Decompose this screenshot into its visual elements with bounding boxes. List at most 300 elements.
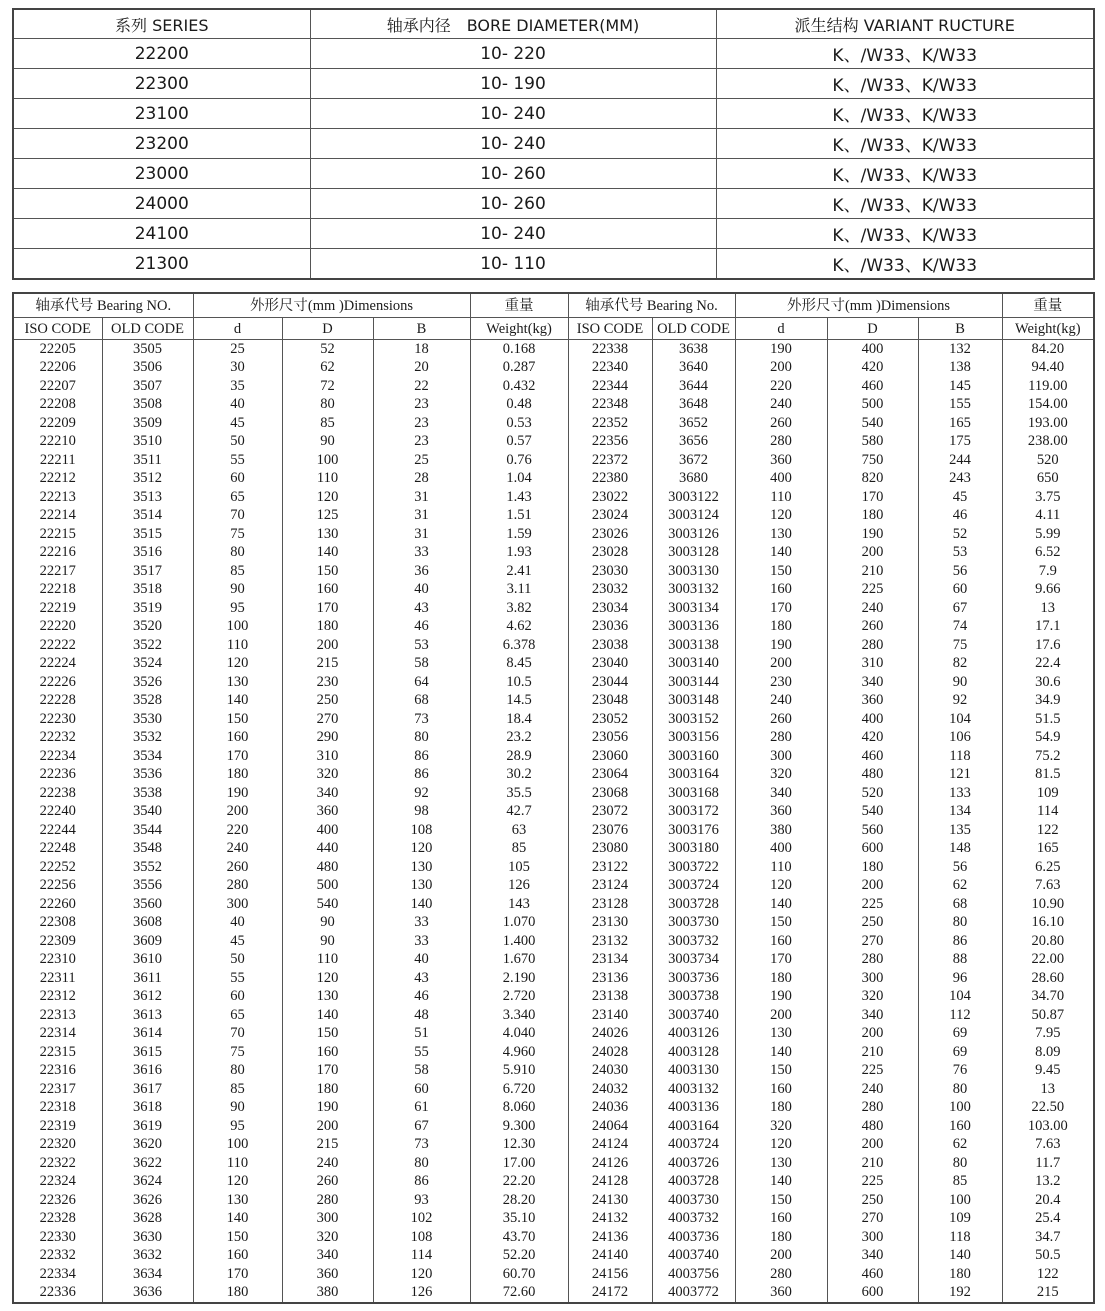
old-code-cell: 3003144 — [652, 673, 735, 692]
d-cell: 40 — [193, 914, 282, 933]
variant-cell: K、/W33、K/W33 — [716, 249, 1094, 280]
b-cell: 62 — [918, 877, 1002, 896]
b-cell: 155 — [918, 396, 1002, 415]
bearing-row — [13, 673, 1094, 692]
weight-cell: 6.720 — [470, 1080, 568, 1099]
big-d-cell: 200 — [282, 1117, 373, 1136]
old-code-cell: 3003132 — [652, 581, 735, 600]
old-code-cell: 3003168 — [652, 784, 735, 803]
b-cell: 60 — [918, 581, 1002, 600]
iso-code-cell: 22207 — [13, 377, 102, 396]
d-cell: 160 — [735, 581, 827, 600]
big-d-cell: 280 — [827, 1099, 918, 1118]
big-d-cell: 225 — [827, 895, 918, 914]
d-cell: 130 — [193, 1191, 282, 1210]
b-cell: 40 — [373, 581, 470, 600]
old-code-cell: 3534 — [102, 747, 193, 766]
weight-cell: 4.960 — [470, 1043, 568, 1062]
old-code-cell: 3003126 — [652, 525, 735, 544]
big-d-cell: 170 — [282, 1062, 373, 1081]
b-cell: 118 — [918, 1228, 1002, 1247]
old-code-header: OLD CODE — [102, 318, 193, 340]
old-code-cell: 3526 — [102, 673, 193, 692]
b-cell: 22 — [373, 377, 470, 396]
old-code-cell: 3640 — [652, 359, 735, 378]
b-cell: 102 — [373, 1210, 470, 1229]
b-cell: 46 — [918, 507, 1002, 526]
old-code-cell: 3530 — [102, 710, 193, 729]
d-cell: 130 — [735, 1025, 827, 1044]
bearing-row — [13, 895, 1094, 914]
d-cell: 240 — [735, 692, 827, 711]
iso-code-cell: 22326 — [13, 1191, 102, 1210]
variant-cell: K、/W33、K/W33 — [716, 189, 1094, 219]
old-code-cell: 3003138 — [652, 636, 735, 655]
bearing-row — [13, 581, 1094, 600]
d-cell: 150 — [193, 1228, 282, 1247]
big-d-cell: 200 — [282, 636, 373, 655]
iso-code-cell: 24064 — [568, 1117, 652, 1136]
iso-code-cell: 22248 — [13, 840, 102, 859]
weight-cell: 11.7 — [1002, 1154, 1094, 1173]
big-d-cell: 270 — [827, 932, 918, 951]
bore-range-cell: 10- 240 — [310, 219, 716, 249]
iso-code-cell: 23138 — [568, 988, 652, 1007]
big-d-cell: 180 — [827, 507, 918, 526]
big-d-cell: 300 — [282, 1210, 373, 1229]
b-cell: 192 — [918, 1284, 1002, 1304]
d-cell: 120 — [735, 877, 827, 896]
old-code-cell: 3632 — [102, 1247, 193, 1266]
weight-cell: 0.48 — [470, 396, 568, 415]
series-row — [13, 39, 1094, 69]
b-cell: 43 — [373, 969, 470, 988]
d-cell: 75 — [193, 525, 282, 544]
iso-code-cell: 22324 — [13, 1173, 102, 1192]
bearing-row — [13, 599, 1094, 618]
iso-code-cell: 22314 — [13, 1025, 102, 1044]
iso-code-cell: 23080 — [568, 840, 652, 859]
bearing-row — [13, 1228, 1094, 1247]
iso-code-cell: 23056 — [568, 729, 652, 748]
d-cell: 240 — [193, 840, 282, 859]
big-d-cell: 100 — [282, 451, 373, 470]
big-d-header: D — [282, 318, 373, 340]
weight-cell: 0.287 — [470, 359, 568, 378]
old-code-cell: 3609 — [102, 932, 193, 951]
b-cell: 130 — [373, 877, 470, 896]
weight-cell: 165 — [1002, 840, 1094, 859]
iso-code-cell: 23024 — [568, 507, 652, 526]
b-cell: 165 — [918, 414, 1002, 433]
weight-cell: 52.20 — [470, 1247, 568, 1266]
d-cell: 110 — [735, 858, 827, 877]
d-cell: 70 — [193, 1025, 282, 1044]
d-header: d — [735, 318, 827, 340]
series-row — [13, 249, 1094, 280]
b-cell: 98 — [373, 803, 470, 822]
variant-cell: K、/W33、K/W33 — [716, 39, 1094, 69]
bearing-row — [13, 932, 1094, 951]
big-d-cell: 280 — [282, 1191, 373, 1210]
d-cell: 200 — [735, 1006, 827, 1025]
iso-code-cell: 23128 — [568, 895, 652, 914]
weight-cell: 30.2 — [470, 766, 568, 785]
big-d-cell: 250 — [282, 692, 373, 711]
big-d-cell: 200 — [827, 877, 918, 896]
iso-code-cell: 22220 — [13, 618, 102, 637]
weight-cell: 43.70 — [470, 1228, 568, 1247]
old-code-cell: 3513 — [102, 488, 193, 507]
old-code-cell: 3622 — [102, 1154, 193, 1173]
iso-code-cell: 22352 — [568, 414, 652, 433]
d-header: d — [193, 318, 282, 340]
weight-cell: 63 — [470, 821, 568, 840]
iso-code-cell: 22210 — [13, 433, 102, 452]
old-code-cell: 3638 — [652, 340, 735, 359]
d-cell: 100 — [193, 618, 282, 637]
weight-cell: 20.80 — [1002, 932, 1094, 951]
b-cell: 67 — [918, 599, 1002, 618]
b-cell: 31 — [373, 507, 470, 526]
bearing-row — [13, 1247, 1094, 1266]
d-cell: 230 — [735, 673, 827, 692]
d-cell: 120 — [193, 655, 282, 674]
weight-cell: 72.60 — [470, 1284, 568, 1304]
bearing-header-row-top — [13, 293, 1094, 318]
d-cell: 180 — [735, 618, 827, 637]
d-cell: 190 — [735, 988, 827, 1007]
b-cell: 140 — [918, 1247, 1002, 1266]
d-cell: 65 — [193, 488, 282, 507]
bearing-row — [13, 377, 1094, 396]
old-code-cell: 3511 — [102, 451, 193, 470]
d-cell: 150 — [735, 1062, 827, 1081]
big-d-cell: 160 — [282, 581, 373, 600]
bearing-row — [13, 544, 1094, 563]
big-d-cell: 280 — [827, 636, 918, 655]
old-code-cell: 3003728 — [652, 895, 735, 914]
big-d-cell: 120 — [282, 488, 373, 507]
big-d-cell: 750 — [827, 451, 918, 470]
old-code-cell: 3518 — [102, 581, 193, 600]
weight-cell: 3.11 — [470, 581, 568, 600]
big-d-cell: 460 — [827, 377, 918, 396]
weight-cell: 35.5 — [470, 784, 568, 803]
b-cell: 46 — [373, 988, 470, 1007]
big-d-cell: 600 — [827, 840, 918, 859]
big-d-cell: 540 — [282, 895, 373, 914]
big-d-cell: 140 — [282, 544, 373, 563]
iso-code-cell: 22211 — [13, 451, 102, 470]
big-d-cell: 400 — [827, 710, 918, 729]
iso-code-cell: 23030 — [568, 562, 652, 581]
iso-code-cell: 22380 — [568, 470, 652, 489]
old-code-cell: 3505 — [102, 340, 193, 359]
old-code-cell: 4003136 — [652, 1099, 735, 1118]
weight-cell: 50.5 — [1002, 1247, 1094, 1266]
b-cell: 140 — [373, 895, 470, 914]
bearing-row — [13, 359, 1094, 378]
d-cell: 60 — [193, 470, 282, 489]
b-cell: 85 — [918, 1173, 1002, 1192]
weight-cell: 8.45 — [470, 655, 568, 674]
big-d-cell: 200 — [827, 544, 918, 563]
old-code-cell: 3620 — [102, 1136, 193, 1155]
weight-cell: 18.4 — [470, 710, 568, 729]
b-cell: 25 — [373, 451, 470, 470]
old-code-cell: 3003172 — [652, 803, 735, 822]
big-d-cell: 160 — [282, 1043, 373, 1062]
bore-range-cell: 10- 260 — [310, 159, 716, 189]
weight-cell: 51.5 — [1002, 710, 1094, 729]
d-cell: 80 — [193, 544, 282, 563]
bearing-row — [13, 470, 1094, 489]
weight-cell: 4.040 — [470, 1025, 568, 1044]
old-code-cell: 3536 — [102, 766, 193, 785]
bearing-row — [13, 1265, 1094, 1284]
d-cell: 220 — [193, 821, 282, 840]
b-cell: 36 — [373, 562, 470, 581]
weight-cell: 28.9 — [470, 747, 568, 766]
big-d-cell: 250 — [827, 1191, 918, 1210]
weight-cell: 94.40 — [1002, 359, 1094, 378]
big-d-cell: 180 — [827, 858, 918, 877]
b-cell: 20 — [373, 359, 470, 378]
old-code-cell: 3517 — [102, 562, 193, 581]
big-d-cell: 80 — [282, 396, 373, 415]
old-code-cell: 3610 — [102, 951, 193, 970]
d-cell: 170 — [193, 747, 282, 766]
bearing-row — [13, 655, 1094, 674]
d-cell: 90 — [193, 1099, 282, 1118]
old-code-cell: 4003726 — [652, 1154, 735, 1173]
bearing-row — [13, 507, 1094, 526]
b-cell: 126 — [373, 1284, 470, 1304]
d-cell: 75 — [193, 1043, 282, 1062]
weight-cell: 2.720 — [470, 988, 568, 1007]
old-code-cell: 4003724 — [652, 1136, 735, 1155]
big-d-cell: 480 — [827, 766, 918, 785]
b-cell: 60 — [373, 1080, 470, 1099]
weight-cell: 105 — [470, 858, 568, 877]
variant-cell: K、/W33、K/W33 — [716, 129, 1094, 159]
big-d-cell: 225 — [827, 581, 918, 600]
weight-cell: 2.190 — [470, 969, 568, 988]
weight-cell: 13.2 — [1002, 1173, 1094, 1192]
d-cell: 340 — [735, 784, 827, 803]
big-d-cell: 360 — [282, 1265, 373, 1284]
old-code-cell: 3538 — [102, 784, 193, 803]
iso-code-cell: 22228 — [13, 692, 102, 711]
weight-cell: 114 — [1002, 803, 1094, 822]
d-cell: 25 — [193, 340, 282, 359]
b-cell: 68 — [373, 692, 470, 711]
iso-code-cell: 24140 — [568, 1247, 652, 1266]
weight-cell: 8.09 — [1002, 1043, 1094, 1062]
big-d-cell: 215 — [282, 655, 373, 674]
big-d-cell: 125 — [282, 507, 373, 526]
iso-code-cell: 23072 — [568, 803, 652, 822]
d-cell: 140 — [735, 1173, 827, 1192]
d-cell: 180 — [193, 1284, 282, 1304]
iso-code-cell: 22313 — [13, 1006, 102, 1025]
weight-cell: 7.63 — [1002, 877, 1094, 896]
iso-code-cell: 22338 — [568, 340, 652, 359]
dimensions-header-right: 外形尺寸(mm )Dimensions — [735, 293, 1002, 318]
b-cell: 100 — [918, 1191, 1002, 1210]
iso-code-cell: 22317 — [13, 1080, 102, 1099]
b-cell: 104 — [918, 710, 1002, 729]
big-d-cell: 72 — [282, 377, 373, 396]
big-d-cell: 480 — [827, 1117, 918, 1136]
b-cell: 145 — [918, 377, 1002, 396]
old-code-cell: 4003126 — [652, 1025, 735, 1044]
b-cell: 61 — [373, 1099, 470, 1118]
b-cell: 52 — [918, 525, 1002, 544]
big-d-cell: 215 — [282, 1136, 373, 1155]
iso-code-cell: 24124 — [568, 1136, 652, 1155]
iso-code-cell: 23044 — [568, 673, 652, 692]
weight-cell: 1.51 — [470, 507, 568, 526]
series-code-cell: 21300 — [13, 249, 310, 280]
bearing-row — [13, 488, 1094, 507]
series-row — [13, 219, 1094, 249]
old-code-cell: 3003722 — [652, 858, 735, 877]
old-code-cell: 3003152 — [652, 710, 735, 729]
big-d-cell: 190 — [827, 525, 918, 544]
b-cell: 80 — [918, 914, 1002, 933]
weight-cell: 1.670 — [470, 951, 568, 970]
iso-code-cell: 22222 — [13, 636, 102, 655]
d-cell: 190 — [735, 340, 827, 359]
old-code-cell: 3003160 — [652, 747, 735, 766]
old-code-cell: 3510 — [102, 433, 193, 452]
weight-cell: 20.4 — [1002, 1191, 1094, 1210]
iso-code-cell: 23026 — [568, 525, 652, 544]
d-cell: 120 — [735, 507, 827, 526]
weight-cell: 60.70 — [470, 1265, 568, 1284]
d-cell: 150 — [735, 914, 827, 933]
iso-code-cell: 22219 — [13, 599, 102, 618]
b-cell: 69 — [918, 1025, 1002, 1044]
b-cell: 74 — [918, 618, 1002, 637]
bearing-row — [13, 618, 1094, 637]
old-code-cell: 3656 — [652, 433, 735, 452]
series-code-cell: 24100 — [13, 219, 310, 249]
b-cell: 175 — [918, 433, 1002, 452]
old-code-cell: 3003732 — [652, 932, 735, 951]
iso-code-cell: 23028 — [568, 544, 652, 563]
old-code-cell: 3540 — [102, 803, 193, 822]
iso-code-cell: 22348 — [568, 396, 652, 415]
old-code-cell: 3003128 — [652, 544, 735, 563]
iso-code-cell: 22218 — [13, 581, 102, 600]
series-row — [13, 69, 1094, 99]
old-code-cell: 4003130 — [652, 1062, 735, 1081]
iso-code-cell: 22310 — [13, 951, 102, 970]
iso-code-cell: 22244 — [13, 821, 102, 840]
d-cell: 130 — [193, 673, 282, 692]
weight-header-left: 重量 — [470, 293, 568, 318]
d-cell: 180 — [735, 1228, 827, 1247]
iso-code-cell: 22308 — [13, 914, 102, 933]
iso-code-cell: 23036 — [568, 618, 652, 637]
d-cell: 280 — [735, 1265, 827, 1284]
b-cell: 243 — [918, 470, 1002, 489]
bearing-row — [13, 562, 1094, 581]
d-cell: 60 — [193, 988, 282, 1007]
b-cell: 23 — [373, 414, 470, 433]
iso-code-cell: 22334 — [13, 1265, 102, 1284]
series-row — [13, 159, 1094, 189]
iso-code-cell: 23048 — [568, 692, 652, 711]
b-cell: 62 — [918, 1136, 1002, 1155]
weight-cell: 10.90 — [1002, 895, 1094, 914]
old-code-cell: 4003728 — [652, 1173, 735, 1192]
d-cell: 360 — [735, 1284, 827, 1304]
big-d-cell: 380 — [282, 1284, 373, 1304]
d-cell: 160 — [735, 1080, 827, 1099]
big-d-cell: 260 — [282, 1173, 373, 1192]
iso-code-cell: 22318 — [13, 1099, 102, 1118]
b-cell: 31 — [373, 488, 470, 507]
b-cell: 109 — [918, 1210, 1002, 1229]
weight-cell: 6.25 — [1002, 858, 1094, 877]
iso-code-cell: 23052 — [568, 710, 652, 729]
iso-code-cell: 22209 — [13, 414, 102, 433]
d-cell: 140 — [735, 544, 827, 563]
old-code-cell: 3617 — [102, 1080, 193, 1099]
weight-cell: 215 — [1002, 1284, 1094, 1304]
iso-code-cell: 22336 — [13, 1284, 102, 1304]
d-cell: 85 — [193, 1080, 282, 1099]
b-cell: 58 — [373, 655, 470, 674]
bearing-header-row-sub — [13, 318, 1094, 340]
d-cell: 260 — [193, 858, 282, 877]
big-d-cell: 340 — [282, 784, 373, 803]
weight-cell: 13 — [1002, 599, 1094, 618]
d-cell: 220 — [735, 377, 827, 396]
b-cell: 58 — [373, 1062, 470, 1081]
big-d-cell: 200 — [827, 1136, 918, 1155]
big-d-cell: 270 — [282, 710, 373, 729]
old-code-cell: 3532 — [102, 729, 193, 748]
iso-code-cell: 22330 — [13, 1228, 102, 1247]
iso-code-cell: 24128 — [568, 1173, 652, 1192]
b-cell: 100 — [918, 1099, 1002, 1118]
bearing-no-header-right: 轴承代号 Bearing No. — [568, 293, 735, 318]
d-cell: 280 — [735, 729, 827, 748]
big-d-cell: 225 — [827, 1062, 918, 1081]
b-cell: 55 — [373, 1043, 470, 1062]
weight-cell: 16.10 — [1002, 914, 1094, 933]
iso-code-cell: 24036 — [568, 1099, 652, 1118]
weight-cell: 126 — [470, 877, 568, 896]
old-code-cell: 3003724 — [652, 877, 735, 896]
big-d-cell: 110 — [282, 470, 373, 489]
old-code-cell: 3512 — [102, 470, 193, 489]
weight-cell: 1.93 — [470, 544, 568, 563]
bearing-row — [13, 840, 1094, 859]
old-code-cell: 4003732 — [652, 1210, 735, 1229]
d-cell: 140 — [193, 1210, 282, 1229]
big-d-cell: 400 — [827, 340, 918, 359]
old-code-cell: 4003756 — [652, 1265, 735, 1284]
iso-code-cell: 22205 — [13, 340, 102, 359]
b-cell: 28 — [373, 470, 470, 489]
big-d-cell: 210 — [827, 562, 918, 581]
